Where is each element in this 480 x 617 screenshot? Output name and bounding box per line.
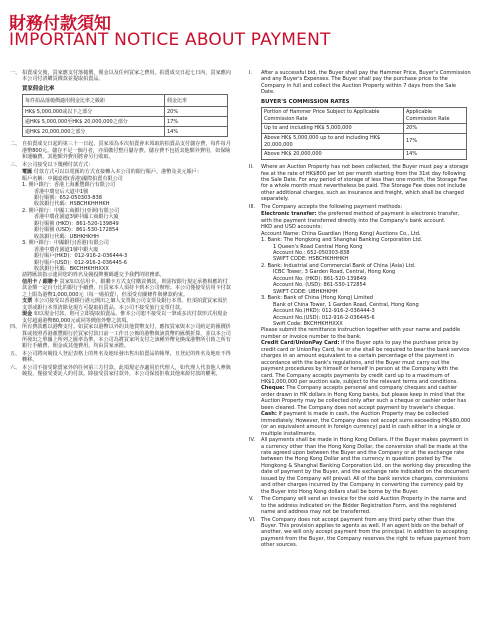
en-commission-table: [261, 107, 467, 160]
chinese-column: 一、 拍賣成交後，買家應支付落槌價，佣金以及任何買家之費用。拍賣成交日起七日內，買家應向本公司付清購買價款並提取拍賣品。 買家佣金比率 每件拍品落槌價適用佣金比率之級距 佣金比率 HK$ 5,000,000或以下之部分 20% 逾HK$ 5,000,000至HK$ 20,000,000之部分 17% 逾HK$ 20,000,000之部分 14% 二、 自拍賣成交日起的第三十一日起，買家須為本次拍賣會未領取的拍賣品支付儲存費，每件每月港幣800元。儲存不足一個月者，亦須繳付整月儲存費。儲存費不包括其他額外費用，如保險和運輸費。其他額外費用將會另行收取。 三、 本公司接受以下幾種付款方式： 電匯 付款方式可以以電匯的方式直接轉入本公司的銀行賬戶。港幣及美元賬戶： 賬戶名稱：中國嘉德(香港)國際拍賣有限公司 1. 開戶銀行：香港上海滙豐銀行有限公司 香港中環皇后大道中1號 銀行賬號：652-050303-838 收款銀行代碼：HSBCHKHHHKH 2. 開戶銀行：中國工商銀行(亞洲)有限公司 香港中環花園道3號中國工商銀行大廈 銀行賬號 (HKD)：861-520-139849 銀行賬號 (USD)：861-530-172854 收款銀行代碼：UBHKHKHH 3. 開戶銀行：中國銀行(香港)有限公司 香港中環花園道1號中銀大廈 銀行賬戶(HKD)：012-916-2-036444-3 銀行賬戶(USD)：012-916-2-036445-6 收款銀行代碼：BKCHHKHHXXX 請將匯款指示連同您的姓名及競投牌號碼遞交予我們的財務部。 信用卡 / 銀聯卡 買家如以信用卡、銀聯卡方式支付購買價款，則需按銀行規定承擔相應的付款金額一定百分比的銀行手續費，且買家本人須持卡到本公司辦理。本公司僅接受信用卡付款之上限為港幣1,000,000元（每一場拍賣），但須受有關條件與條款約束。 支票 本公司接受以香港銀行港元開出之個人支票與公司支票及銀行本票。但須拍賣買家須於支票或銀行本票清除兌現方可提取拍賣品。本公司不接受旅行支票付款。 現金 如以現金付款，則可立即提取拍賣品。惟本公司恕不接受以一筆或多次付款形式用現金支付超過港幣80,000元或同等價值外幣之款項。 四、 所有費款應以港幣支付。如買家以港幣以外的其他貨幣支付，應按買家與本公司約定的匯價折算或按照香港滙豐銀行於買家付款日前一工作日公佈的港幣與該貨幣的匯價折算，並以本公司所發出之單據上所列之匯率為準。本公司為將買家所支付之該種外幣兌換成港幣所引致之所有銀行手續費、佣金或其他費用，均由買家承擔。 五、 本公司將向競投人登記表格上的姓名及地址發出售出拍賣品的帳單，且登記的姓名及地址不得轉移。 六、 本公司不接受除賣家外的任何第三方付款。此項規定亦適用於代理人，如代理人代表他人參與競投，僅接受委託人的付款。除接受買家付款外，本公司保留拒收其他來源付款的權利。: [10, 70, 231, 378]
zh-clause-2: 二、 自拍賣成交日起的第三十一日起，買家須為本次拍賣會未領取的拍賣品支付儲存費，每件每月港幣800元。儲存不足一個月者，亦須繳付整月儲存費。儲存費不包括其他額外費用，如保險和運輸費。其他額外費用將會另行收取。: [10, 141, 231, 161]
en-wire-note: Please submit the remittance instruction together with your name and paddle number or invoice number to the bank.: [261, 327, 461, 340]
en-cash: Cash: If payment is made in cash, the Auction Property may be collected immediately. However, the Company does not accept sums exceeding HK$80,000 (or an equivalent amount in foreign currency) paid in cash either in a single or multiple installments.: [261, 411, 471, 437]
en-bank-2: 2. Bank: Industrial and Commercial Bank of China (Asia) Ltd.: [261, 262, 416, 269]
zh-clause-4: 四、 所有費款應以港幣支付。如買家以港幣以外的其他貨幣支付，應按買家與本公司約定的匯價折算或按照香港滙豐銀行於買家付款日前一工作日公佈的港幣與該貨幣的匯價折算，並以本公司所發出之單據上所列之匯率為準。本公司為將買家所支付之該種外幣兌換成港幣所引致之所有銀行手續費、佣金或其他費用，均由買家承擔。: [10, 324, 231, 350]
zh-clause-3: 三、 本公司接受以下幾種付款方式：: [10, 161, 94, 168]
zh-bank-2: 2. 開戶銀行：中國工商銀行(亞洲)有限公司: [22, 207, 120, 214]
en-account-name: Account Name: China Guardian (Hong Kong) Auctions Co., Ltd.: [261, 230, 421, 237]
en-commission-title: BUYER'S COMMISSION RATES: [261, 98, 350, 105]
zh-wire-note: 請將匯款指示連同您的姓名及競投牌號碼遞交予我們的財務部。: [22, 272, 165, 279]
table-row: Above HK$ 20,000,000 14%: [262, 150, 467, 160]
zh-bank-1: 1. 開戶銀行：香港上海滙豐銀行有限公司: [22, 182, 116, 189]
en-currency: HKD and USD accounts:: [261, 224, 323, 231]
zh-clause-5: 五、 本公司將向競投人登記表格上的姓名及地址發出售出拍賣品的帳單，且登記的姓名及地址不得轉移。: [10, 350, 231, 364]
zh-commission-table: [22, 94, 228, 137]
zh-bank-3: 3. 開戶銀行：中國銀行(香港)有限公司: [22, 240, 109, 247]
table-row: Above HK$ 5,000,000 up to and including HK$ 20,000,000 17%: [262, 134, 467, 150]
en-bank-1: 1. Bank: The Hongkong and Shanghai Banking Corporation Ltd.: [261, 237, 423, 244]
en-credit-card: Credit Card/UnionPay Card: If the Buyer opts to pay the purchase price by credit card or UnionPay Card, he or she shall be required to bear the bank service charges in an amount equivalent to a certain percentage of the payment in accordance with the bank's regulations, and the Buyer must carry out the payment procedures by himself or herself in person at the Company with the card. The Company accepts payments by credit card up to a maximum of HK$1,000,000 per auction sale, subject to the relevant terms and conditions.: [261, 340, 470, 386]
en-clause-6: VI. The Company does not accept payment from any third party other than the Buyer. This provision applies to agents as well. If an agent bids on the behalf of another, we will only accept payment from the principal. In addition to accepting payment from the Buyer, the Company reserves the right to refuse payment from other sources.: [249, 516, 471, 549]
zh-cash: 現金 如以現金付款，則可立即提取拍賣品。惟本公司恕不接受以一筆或多次付款形式用現金支付超過港幣80,000元或同等價值外幣之款項。: [22, 311, 228, 324]
zh-account-name: 賬戶名稱：中國嘉德(香港)國際拍賣有限公司: [22, 175, 123, 182]
zh-cheque: 支票 本公司接受以香港銀行港元開出之個人支票與公司支票及銀行本票。但須拍賣買家須於支票或銀行本票清除兌現方可提取拍賣品。本公司不接受旅行支票付款。: [22, 298, 228, 311]
en-clause-3: III. The Company accepts the following payment methods:: [249, 203, 403, 210]
en-clause-2: II. Where an Auction Property has not been collected, the Buyer must pay a storage fee at the rate of HK$800 per lot per month starting from the 31st day following the Sale Date. For any period of storage of less than one month, the Storage Fee for a whole month must nevertheless be paid. The Storage Fee does not include other additional charges, such as insurance and freight, which shall be charged separately.: [249, 164, 469, 203]
table-row: 逾HK$ 5,000,000至HK$ 20,000,000之部分 17%: [23, 117, 228, 127]
table-row: Up to and including HK$ 5,000,000 20%: [262, 124, 467, 134]
table-header-row: Portion of Hammer Price Subject to Applicable Commission Rate Applicable Commission Rate: [262, 108, 467, 124]
table-header-row: 每件拍品落槌價適用佣金比率之級距 佣金比率: [23, 95, 228, 107]
zh-wire-transfer: 電匯 付款方式可以以電匯的方式直接轉入本公司的銀行賬戶。港幣及美元賬戶：: [22, 169, 202, 176]
zh-clause-6: 六、 本公司不接受除賣家外的任何第三方付款。此項規定亦適用於代理人，如代理人代表他人參與競投，僅接受委託人的付款。除接受買家付款外，本公司保留拒收其他來源付款的權利。: [10, 364, 231, 378]
zh-clause-1: 一、 拍賣成交後，買家應支付落槌價，佣金以及任何買家之費用。拍賣成交日起七日內，買家應向本公司付清購買價款並提取拍賣品。: [10, 70, 231, 83]
english-column: I. After a successful bid, the Buyer shall pay the Hammer Price, Buyer's Commission and any Buyer's Expenses. The Buyer shall pay the purchase price to the Company in full and collect the Auction Property within 7 days from the Sale Date. BUYER'S COMMISSION RATES Portion of Hammer Price Subject to Applicable Commission Rate Applicable Commission Rate Up to and including HK$ 5,000,000 20% Above HK$ 5,000,000 up to and including HK$ 20,000,000 17% Above HK$ 20,000,000 14% II. Where an Auction Property has not been collected, the Buyer must pay a storage fee at the rate of HK$800 per lot per month starting from the 31st day following the Sale Date. For any period of storage of less than one month, the Storage Fee for a whole month must nevertheless be paid. The Storage Fee does not include other additional charges, such as insurance and freight, which shall be charged separately. III. The Company accepts the following payment methods: Electronic transfer: the preferred method of payment is electronic transfer, with the payment transferred directly into the Company's bank account. HKD and USD accounts: Account Name: China Guardian (Hong Kong) Auctions Co., Ltd. 1. Bank: The Hongkong and Shanghai Banking Corporation Ltd. 1 Queen's Road Central Hong Kong Account No.: 652-050303-838 SWIFT CODE: HSBCHKHHHKH 2. Bank: Industrial and Commercial Bank of China (Asia) Ltd. ICBC Tower, 3 Garden Road, Central, Hong Kong Account No. (HKD): 861-520-139849 Account No. (USD): 861-530-172854 SWIFT CODE: UBHKHKHH 3. Bank: Bank of China (Hong Kong) Limited Bank of China Tower, 1 Garden Road, Central, Hong Kong Account No.(HKD): 012-916-2-036444-3 Account No.(USD): 012-916-2-036445-6 Swift Code: BKCHHKHHXXX Please submit the remittance instruction together with your name and paddle number or invoice number to the bank. Credit Card/UnionPay Card: If the Buyer opts to pay the purchase price by credit card or UnionPay Card, he or she shall be required to bear the bank service charges in an amount equivalent to a certain percentage of the payment in accordance with the bank's regulations, and the Buyer must carry out the payment procedures by himself or herself in person at the Company with the card. The Company accepts payments by credit card up to a maximum of HK$1,000,000 per auction sale, subject to the relevant terms and conditions. Cheque: The Company accepts personal and company cheques and cashier order drawn in HK dollars in Hong Kong banks, but please keep in mind that the Auction Property may be collected only after such a cheque or cashier order has been cleared. The Company does not accept payment by traveler's cheque. Cash: If payment is made in cash, the Auction Property may be collected immediately. However, the Company does not accept sums exceeding HK$80,000 (or an equivalent amount in foreign currency) paid in cash either in a single or multiple installments. IV. All payments shall be made in Hong Kong Dollars. If the Buyer makes payment in a currency other than the Hong Kong Dollar, the conversion shall be made at the rate agreed upon between the Buyer and the Company or at the exchange rate between the Hong Kong Dollar and the currency in question posted by The Hongkong & Shanghai Banking Corporation Ltd. on the working day preceding the date of payment by the Buyer, and the exchange rate indicated on the document issued by the Company will prevail. All of the bank service charges, commissions and other charges incurred by the Company in converting the currency paid by the Buyer into Hong Kong dollars shall be borne by the Buyer. V. The Company will send an invoice for the sold Auction Property in the name and to the address indicated on the Bidder Registration Form, and the registered name and address may not be transferred. VI. The Company does not accept payment from any third party other than the Buyer. This provision applies to agents as well. If an agent bids on the behalf of another, we will only accept payment from the principal. In addition to accepting payment from the Buyer, the Company reserves the right to refuse payment from other sources.: [249, 70, 471, 549]
en-cheque: Cheque: The Company accepts personal and company cheques and cashier order drawn in HK dollars in Hong Kong banks, but please keep in mind that the Auction Property may be collected only after such a cheque or cashier order has been cleared. The Company does not accept payment by traveler's cheque.: [261, 385, 467, 411]
en-wire-transfer: Electronic transfer: the preferred method of payment is electronic transfer, with the payment transferred directly into the Company's bank account.: [261, 211, 460, 224]
title-chinese: 財務付款須知: [9, 14, 111, 34]
en-clause-5: V. The Company will send an invoice for the sold Auction Property in the name and to the address indicated on the Bidder Registration Form, and the registered name and address may not be transferred.: [249, 496, 467, 516]
title-english: IMPORTANT NOTICE ABOUT PAYMENT: [9, 30, 331, 50]
zh-credit-card: 信用卡 / 銀聯卡 買家如以信用卡、銀聯卡方式支付購買價款，則需按銀行規定承擔相應的付款金額一定百分比的銀行手續費，且買家本人須持卡到本公司辦理。本公司僅接受信用卡付款之上限為港幣1,000,000元（每一場拍賣），但須受有關條件與條款約束。: [22, 278, 231, 298]
en-clause-1: I. After a successful bid, the Buyer shall pay the Hammer Price, Buyer's Commission and any Buyer's Expenses. The Buyer shall pay the purchase price to the Company in full and collect the Auction Property within 7 days from the Sale Date.: [249, 70, 471, 96]
table-row: HK$ 5,000,000或以下之部分 20%: [23, 107, 228, 117]
en-bank-3: 3. Bank: Bank of China (Hong Kong) Limited: [261, 295, 374, 302]
table-row: 逾HK$ 20,000,000之部分 14%: [23, 127, 228, 137]
en-clause-4: IV. All payments shall be made in Hong Kong Dollars. If the Buyer makes payment in a currency other than the Hong Kong Dollar, the conversion shall be made at the rate agreed upon between the Buyer and the Company or at the exchange rate between the Hong Kong Dollar and the currency in question posted by The Hongkong & Shanghai Banking Corporation Ltd. on the working day preceding the date of payment by the Buyer, and the exchange rate indicated on the document issued by the Company will prevail. All of the bank service charges, commissions and other charges incurred by the Company in converting the currency paid by the Buyer into Hong Kong dollars shall be borne by the Buyer.: [249, 437, 471, 495]
zh-commission-title: 買家佣金比率: [22, 85, 55, 92]
